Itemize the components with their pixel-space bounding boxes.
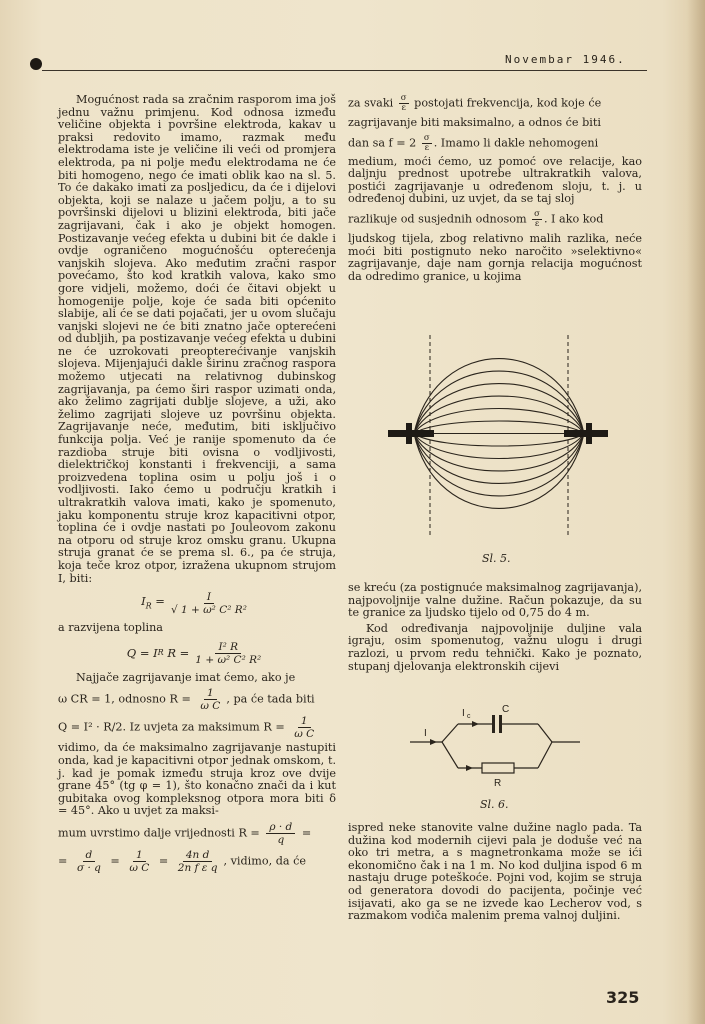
left-paragraph-6: = $\frac{d}{\sigma \cdot q}$ = $\frac{1}{\text{ω C}}$ = $\frac{\text{4n d}}{\text{2n f ε q}}$ , vidimo, da će	[58, 848, 306, 874]
label-R: R	[494, 778, 502, 789]
capacitor-plate-right	[499, 715, 502, 733]
left-paragraph-1: Mogućnost rada sa zračnim rasporom ima još jednu važnu primjenu. Kod odnosa između veličine objekta i površine elektroda, kakav u praksi redovito imamo, razmak među elektrodama iste je veličine ili veći od promjera elektroda, pa ni polje među elektrodama ne će biti homogeno, nego će imati oblik kao na sl. 5. To će dakako imati za posljedicu, da će i dijelovi objekta, koji se nalaze u jačem polju, a to su površinski dijelovi u blizini elektroda, biti jače zagrijavani, čak i ako je objekt homogen. Postizavanje većeg efekta u dubini bit će dakle i ovdje ograničeno mogućnošću opterećenja vanjskih slojeva. Ako međutim zračni raspor povećamo, što kod kratkih valova, kako smo gore vidjeli, možemo, doći će čitavi objekt u homogenije polje, koje će sada biti općenito slabije, ali će se dati pojačati, jer u ovom slučaju vanjski slojevi ne će biti znatno jače opterećeni od dubljih, pa postizavanje većeg efekta u dubini ne će uzrokovati preopterećivanje vanjskih slojeva. Mijenjajući dakle širinu zračnog raspora možemo utjecati na relativnog dubinskog zagrijavanja, pa ćemo širi raspor uzimati onda, ako želimo zagrijati dublje slojeve, a uži, ako želimo zagrijati slojeve uz površinu objekta. Zagrijavanje neće, međutim, biti isključivo funkcija polja. Već je ranije spomenuto da će razdioba struje biti ovisna o vodljivosti, dielektričkoj konstanti i frekvenciji, a sama proizvedena toplina osim u polju još i o vodljivosti. Iako ćemo u području kratkih i ultrakratkih valova imati, kako je spomenuto, jaku komponentu struje kroz kapacitivni otpor, toplina će i ovdje nastati po Jouleovom zakonu na otporu od struje kroz omsku granu. Ukupna struja granat će se prema sl. 6., pa će struja, koja teče kroz otpor, izražena ukupnom strujom I, biti:	[58, 93, 336, 585]
right-column-top	[348, 94, 642, 283]
left-paragraph-5: mum uvrstimo dalje vrijednosti R = $\frac{\rho \cdot d}{q}$ =	[58, 820, 312, 846]
equation-ir	[58, 591, 336, 616]
arrow-I	[430, 739, 437, 745]
left-paragraph-2: a razvijena toplina	[58, 621, 163, 635]
field-line	[414, 396, 584, 433]
page-number: 325	[606, 988, 640, 1007]
right-paragraph-1c: dan sa f = 2 $\frac{\sigma}{\varepsilon}$ . Imamo li dakle nehomogeni	[348, 132, 599, 153]
left-paragraph-3b: ω CR = 1, odnosno R = $\frac{1}{\text{ω C}}$ , pa će tada biti	[58, 687, 315, 713]
field-line	[414, 434, 584, 496]
capacitor-plate-left	[492, 715, 495, 733]
right-paragraph-1b: zagrijavanje biti maksimalno, a odnos će biti	[348, 116, 601, 129]
equation-q-fraction: $\frac{\text{I² R}}{\text{1 + ω² C² R²}}$	[195, 640, 262, 666]
figure-5-field-lines	[384, 330, 614, 540]
equation-q: Q = I R R = $\frac{\text{I² R}}{\text{1 + ω² C² R²}}$	[58, 641, 336, 666]
right-column-middle	[348, 582, 642, 673]
label-C: C	[502, 704, 510, 715]
equation-ir-lhs: $I_R$ =	[141, 593, 165, 610]
field-line	[414, 434, 584, 471]
label-Ic-sub: c	[467, 713, 471, 720]
resistor	[482, 763, 514, 773]
arrow-Ic	[472, 721, 479, 727]
label-I: I	[424, 728, 427, 739]
right-paragraph-4: ljudskog tijela, zbog relativno malih razlika, neće moći biti postignuto neko naročito »selektivno« zagrijavanje, daje nam gornja relacija mogućnost da odredimo granice, u kojima	[348, 231, 642, 283]
page-edge-shadow	[687, 0, 705, 1024]
equation-ir-fraction: $\frac{I}{\text{√ 1 + ω² C² R²}}$	[170, 591, 247, 617]
figure-6-caption: Sl. 6.	[480, 798, 509, 811]
figure-6-circuit	[410, 702, 590, 792]
right-paragraph-7: ispred neke stanovite valne dužine naglo pada. Ta dužina kod modernih cijevi pala je doduše već na oko tri metra, a s magnetronkama može se ići ekonomično čak i na 1 m. No kod duljina ispod 6 m nastaju druge poteškoće. Pojni vod, kojim se struja od generatora dovodi do pacijenta, počinje već isijavati, ako ga se ne izvede kao Lecherov vod, s razmakom vodiča malenim prema valnoj duljini.	[348, 821, 642, 923]
arrow-IR	[466, 765, 473, 771]
field-line	[414, 434, 584, 446]
label-Ic: I	[462, 708, 465, 719]
left-paragraph-3c: Q = I² · R/2. Iz uvjeta za maksimum R = $\frac{1}{\text{ω C}}$	[58, 715, 315, 741]
right-paragraph-2: medium, moći ćemo, uz pomoć ove relacije, kao daljnju prednost upotrebe ultrakratkih valova, postići zagrijavanje u određenom sloju, t. j. u određenoj dubini, uz uvjet, da se taj sloj	[348, 154, 642, 206]
left-paragraph-4: vidimo, da će maksimalno zagrijavanje nastupiti onda, kad je kapacitivni otpor jednak omskom, t. j. kad je pomak između struja kroz ove dvije grane 45° (tg φ = 1), što konačno znači da i kut gubitaka ovog kompleksnog otpora mora biti δ = 45°. Ako u uvjet za maksi-	[58, 741, 336, 818]
field-line	[414, 371, 584, 433]
header-date: Novembar 1946.	[505, 53, 626, 66]
header-bullet	[30, 58, 42, 70]
right-paragraph-6: Kod određivanja najpovoljnije duljine vala igraju, osim spomenutog, važnu ulogu i drugi razlozi, u prvom redu tehnički. Kako je poznato, stupanj djelovanja elektronskih cijevi	[348, 621, 642, 673]
electrode-right-plate	[586, 423, 592, 444]
electrode-left-plate	[406, 423, 412, 444]
field-lines	[414, 359, 584, 509]
left-column	[58, 94, 336, 874]
right-paragraph-3: razlikuje od susjednih odnosom $\frac{\sigma}{\varepsilon}$ . I ako kod	[348, 208, 604, 229]
right-paragraph-5: se kreću (za postignuće maksimalnog zagrijavanja), najpovoljnije valne dužine. Račun pokazuje, da su te granice za ljudsko tijelo od 0,75 do 4 m.	[348, 581, 642, 620]
header-rule	[42, 70, 647, 71]
right-column-bottom	[348, 822, 642, 923]
right-paragraph-1a: za svaki $\frac{\sigma}{\varepsilon}$ postojati frekvencija, kod koje će	[348, 93, 602, 113]
left-paragraph-3a: Najjače zagrijavanje imat ćemo, ako je	[76, 670, 296, 684]
field-line	[414, 421, 584, 433]
figure-5-caption: Sl. 5.	[482, 552, 511, 565]
